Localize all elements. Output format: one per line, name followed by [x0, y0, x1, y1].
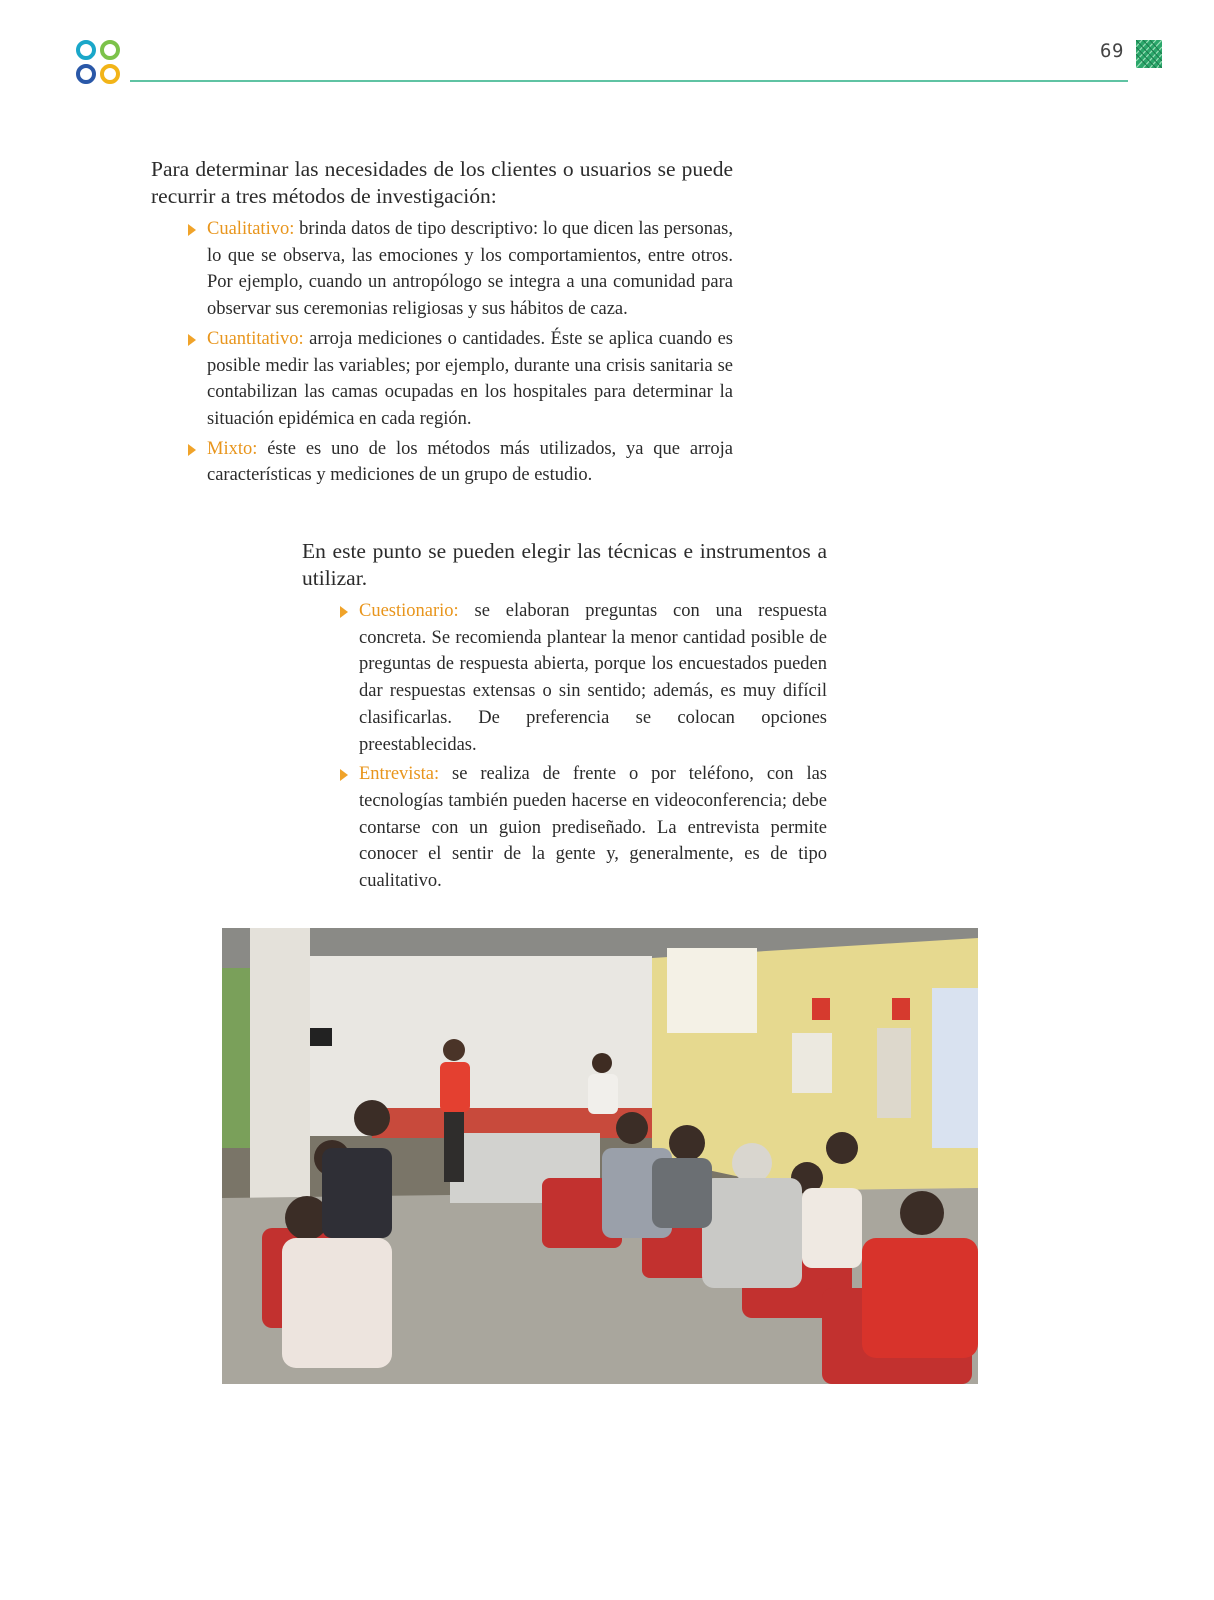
list-item-cualitativo — [188, 216, 733, 323]
list-item-cuantitativo — [188, 326, 733, 433]
page-number: 69 — [1100, 40, 1124, 62]
term-description: se elaboran preguntas con una respuesta concreta. Se recomienda plantear la menor cantidad posible de preguntas de respuesta abierta, porque los encuestados pueden dar respuestas extensas o sin sentido; además, es muy difícil clasificarlas. De preferencia se colocan opciones preestablecidas. — [359, 601, 827, 755]
bullet-arrow-icon — [340, 769, 348, 781]
bullet-arrow-icon — [188, 334, 196, 346]
bullet-arrow-icon — [188, 224, 196, 236]
header-rule — [130, 80, 1128, 82]
term-label: Cuantitativo: — [207, 328, 304, 349]
community-meeting-photo — [222, 928, 978, 1384]
term-description: éste es uno de los métodos más utilizados, ya que arroja características y mediciones de un grupo de estudio. — [207, 438, 733, 486]
term-label: Cuestionario: — [359, 601, 459, 621]
term-description: arroja mediciones o cantidades. Éste se aplica cuando es posible medir las variables; por ejemplo, durante una crisis sanitaria se contabilizan las camas ocupadas en los hospitales para determinar la situación epidémica en cada región. — [207, 328, 733, 429]
green-pattern-square-icon — [1136, 40, 1162, 68]
term-description: brinda datos de tipo descriptivo: lo que dicen las personas, lo que se observa, las emociones y los comportamientos, entre otros. Por ejemplo, cuando un antropólogo se integra a una comunidad para observar sus ceremonias religiosas y sus hábitos de caza. — [207, 219, 733, 320]
interlocking-rings-logo-icon — [74, 38, 122, 86]
list-item-entrevista — [340, 761, 827, 895]
methods-list — [188, 216, 733, 492]
term-description: se realiza de frente o por teléfono, con las tecnologías también pueden hacerse en videoconferencia; debe contarse con un guion prediseñado. La entrevista permite conocer el sentir de la gente y, generalmente, es de tipo cualitativo. — [359, 764, 827, 892]
list-item-cuestionario — [340, 598, 827, 758]
intro-paragraph-methods: Para determinar las necesidades de los clientes o usuarios se puede recurrir a tres métodos de investigación: — [151, 157, 733, 208]
term-label: Mixto: — [207, 438, 258, 459]
techniques-list — [340, 598, 827, 898]
term-label: Entrevista: — [359, 764, 440, 785]
list-item-mixto — [188, 436, 733, 489]
term-label: Cualitativo: — [207, 219, 295, 239]
intro-paragraph-techniques: En este punto se pueden elegir las técnicas e instrumentos a utilizar. — [302, 539, 827, 590]
bullet-arrow-icon — [340, 606, 348, 618]
bullet-arrow-icon — [188, 444, 196, 456]
